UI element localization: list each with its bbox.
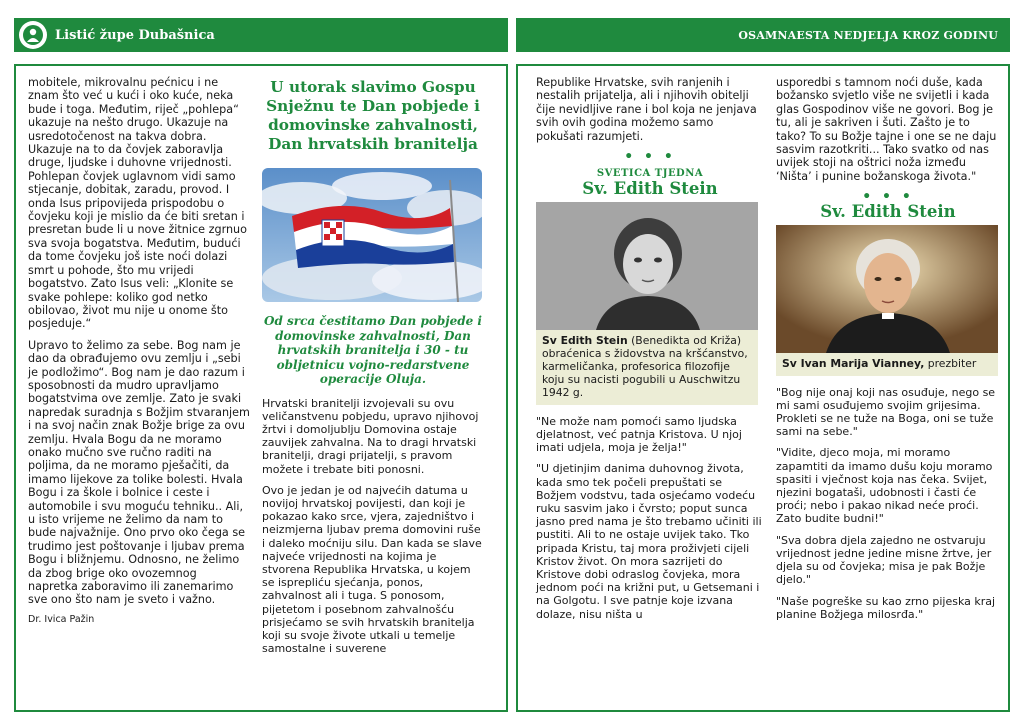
saint-title: Sv. Edith Stein — [820, 202, 956, 222]
caption-text: (Benedikta od Križa) obraćenica s židovstva na kršćanstvo, karmeličanka, profesorica filozofije koju su nacisti pogubili u Auschwitzu 1942 g. — [542, 333, 748, 399]
separator-dots: • • • — [862, 189, 914, 206]
quote-2: "Vidite, djeco moja, mi moramo zapamtiti da imamo dušu koju moramo spasiti i vječnost koja nas čeka. Svijet, njezini bogataši, udobnosti i časti će proći; nebo i pakao nikad neće proći. Zato budite budni!" — [776, 446, 993, 526]
jean-vianney-portrait — [776, 225, 998, 353]
victory-day-headline: U utorak slavimo Gospu Snježnu te Dan pobjede i domovinske zahvalnosti, Dan hrvatskih branitelja — [266, 78, 480, 153]
quote-3: "Sva dobra djela zajedno ne ostvaruju vrijednost jedne jedine misne žrtve, jer djela su od čovjeka; misa je pak Božje djelo." — [776, 533, 992, 587]
continued-text: Republike Hrvatske, svih ranjenih i nestalih prijatelja, ali i njihovih obitelji čije nevidljive rane i bol koja ne jenjava svih ovih godina možemo samo pokušati razumjeti. — [536, 76, 757, 143]
header-bar-left — [14, 18, 508, 52]
saint-of-week-column — [536, 76, 764, 629]
victory-day-paragraph-1: Hrvatski branitelji izvojevali su ovu veličanstvenu pobjedu, upravo njihovoj žrtvi i domoljublju Domovina ostaje zauvijek zahvalna. Na to dragi hrvatski branitelji, dragi prijatelji, s pravom možete i trebate biti ponosni. — [262, 396, 479, 476]
quote-2: "U djetinjim danima duhovnog života, kada smo tek počeli prepuštati se Božjem vodstvu, tada osjećamo vodeću ruku sasvim jako i čvrsto; poput sunca jasno pred nama je što trebamo učiniti ili pustiti. Ali to ne ostaje uvijek tako. Tko pripada Kristu, taj mora proživjeti cijeli Kristov život. On mora sazrijeti do Kristove dobi odraslog čovjeka, mora jednom poći na križni put, u Getsemani i na Golgotu. I sve patnje koje izvana dolaze, nisu ništa u — [536, 462, 762, 621]
victory-day-column — [262, 78, 484, 663]
author-signature: Dr. Ivica Pažin — [28, 613, 95, 625]
separator-dots: • • • — [624, 149, 676, 166]
victory-day-greeting: Od srca čestitamo Dan pobjede i domovinske zahvalnosti, Dan hrvatskih branitelja i 30 - tu obljetnicu vojno-redarstvene operacije Oluja. — [264, 314, 482, 386]
caption-name: Sv Ivan Marija Vianney, — [782, 356, 925, 370]
homily-paragraph-1: mobitele, mikrovalnu pećnicu i ne znam što već u kući i oko kuće, neka bude i toga. Međutim, riječ „pohlepa“ ukazuje na nešto drugo. Ukazuje na usredotočenost na takva dobra. Ukazuje na to da čovjek zaboravlja druge, ljudske i duhovne vrijednosti. Pohlepan čovjek uglavnom vidi samo stjecanje, dobitak, zaradu, provod. I onda Isus pripovijeda prispodobu o čovjeku koji je mislio da će biti sretan i presretan bude li u nove žitnice zgrnuo sva svoja bogatstva. Međutim, budući da tome čovjeku još iste noći dolazi smrt u pohode, što mu vrijedi bogatstvo. Zato Isus veli: „Klonite se svake pohlepe: koliko god netko obilovao, život mu nije u onome što posjeduje.“ — [28, 76, 247, 331]
saint-title: Sv. Edith Stein — [582, 179, 718, 199]
sunday-title: OSAMNAESTA NEDJELJA KROZ GODINU — [738, 28, 998, 42]
vianney-caption — [776, 353, 998, 376]
caption-name: Sv Edith Stein — [542, 333, 628, 347]
quote-1: "Ne može nam pomoći samo ljudska djelatnost, već patnja Kristova. U njoj imati udjela, moja je želja!" — [536, 414, 742, 455]
quote-1: "Bog nije onaj koji nas osuđuje, nego se mi sami osuđujemo svojim grijesima. Prokleti se ne tuže na Boga, oni se tuže sami na sebe." — [776, 385, 996, 439]
victory-day-paragraph-2: Ovo je jedan je od najvećih datuma u novijoj hrvatskoj povijesti, dan koji je pokazao kako srce, vjera, zajedništvo i neizmjerna ljubav prema domovini ruše i daleko moćniju silu. Dan kada se slave najveće vrijednosti na kojima je stvorena Republika Hrvatska, u kojem se isprepliću sjećanja, ponos, zahvalnost ali i tuga. S ponosom, pijetetom i posebnom zahvalnošću prisjećamo se svih hrvatskih branitelja koji su svoje živote utkali u temelje samostalne i suverene — [262, 483, 482, 656]
croatian-flag-photo — [262, 168, 482, 302]
saint-of-week-kicker: SVETICA TJEDNA — [596, 168, 704, 180]
caption-text: prezbiter — [924, 356, 977, 370]
edith-stein-caption — [536, 330, 758, 405]
parish-emblem-icon — [19, 21, 47, 49]
homily-paragraph-2: Upravo to želimo za sebe. Bog nam je dao da obrađujemo ovu zemlju i „sebi je podložimo“. Bog nam je dao razum i sposobnosti da mudro upravljamo bogatstvima ove zemlje. Zato je svaki napredak suradnja s Božjim stvaranjem i na svoj način znak Božje brige za ovu zemlju. Hvala Bogu da ne moramo onako mučno sve ručno raditi na poljima, da ne moramo pješačiti, da imamo lijekove za tolike bolesti. Hvala Bogu i za škole i bolnice i ceste i automobile i svu moguću tehniku.. Ali, u isto vrijeme ne želimo da nam to bude najvažnije. Ono prvo oko čega se trudimo jest poštovanje i ljubav prema Bogu i bližnjemu. Odnosno, ne želimo da zbog brige oko ovozemnog napretka zaboravimo ili zanemarimo sve ono što nam je sveto i važno. — [28, 338, 250, 607]
homily-column — [28, 76, 250, 626]
bulletin-title: Listić župe Dubašnica — [55, 27, 215, 43]
header-bar-right — [516, 18, 1010, 52]
edith-stein-portrait — [536, 202, 758, 330]
vianney-column — [776, 76, 1000, 629]
continued-text: usporedbi s tamnom noći duše, kada božansko svjetlo više ne svijetli i kada glas Gospodinov više ne govori. Bog je tu, ali je sakriven i šuti. Zašto je to tako? To su Božje tajne i one se ne daju sasvim razotkriti... Tako svatko od nas uvijek stoji na oštrici noža između ‘Ništa’ i punine božanskoga života." — [776, 76, 997, 183]
quote-4: "Naše pogreške su kao zrno pijeska kraj planine Božjega milosrđa." — [776, 594, 996, 621]
